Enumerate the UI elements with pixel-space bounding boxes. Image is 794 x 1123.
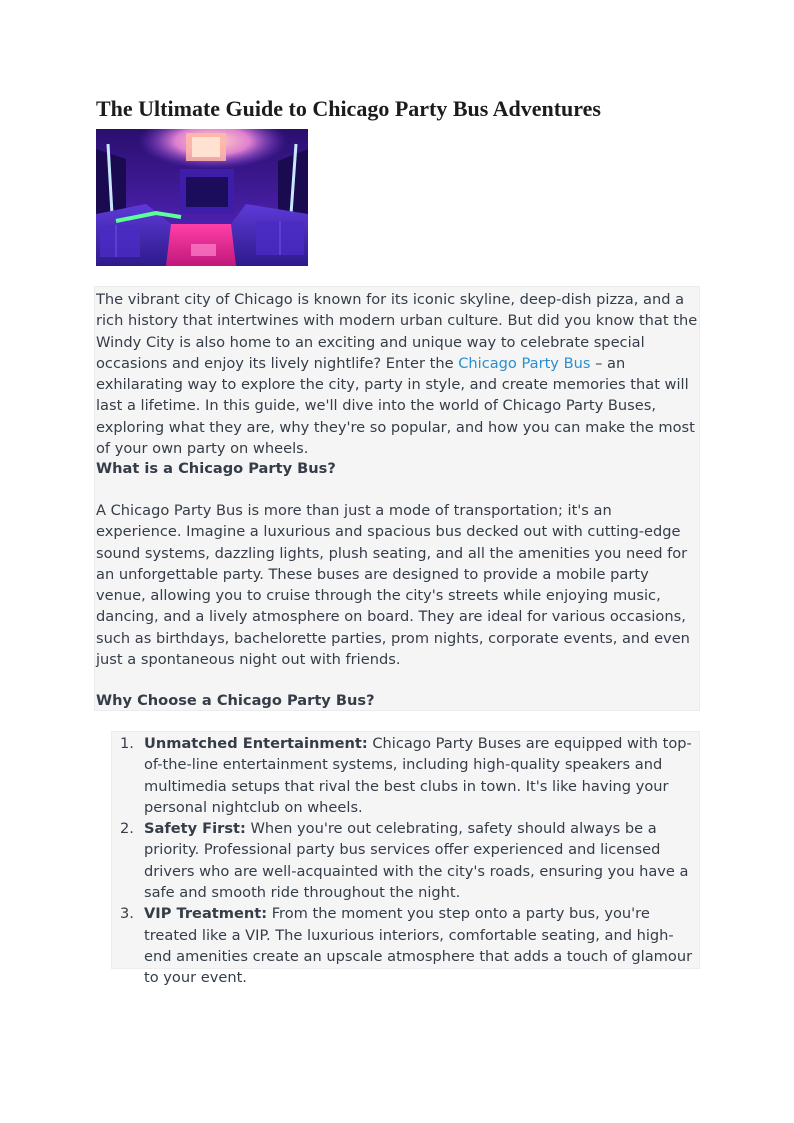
intro-paragraph [96, 289, 700, 459]
list-number: 1. [120, 735, 134, 752]
list-item-label: Safety First: [144, 820, 246, 838]
what-is-paragraph: A Chicago Party Bus is more than just a mode of transportation; it's an experience. Imagine a luxurious and spacious bus decked out with cutting-edge sound systems, dazzling lights, plush seating, and all the amenities you need for an unforgettable party. These buses are designed to provide a mobile party venue, allowing you to cruise through the city's streets while enjoying music, dancing, and a lively atmosphere on board. They are ideal for various occasions, such as birthdays, bachelorette parties, prom nights, corporate events, and even just a spontaneous night out with friends. [96, 502, 690, 669]
list-item-text: Chicago Party Buses are equipped with top-of-the-line entertainment systems, including high-quality speakers and multimedia setups that rival the best clubs in town. It's like having your personal nightclub on wheels. [144, 735, 692, 816]
list-item-text: When you're out celebrating, safety should always be a priority. Professional party bus services offer experienced and licensed drivers who are well-acquainted with the city's roads, ensuring you have a safe and smooth ride throughout the night. [144, 820, 689, 902]
intro-text-end: – an exhilarating way to explore the city, party in style, and create memories that will last a lifetime. In this guide, we'll dive into the world of Chicago Party Buses, exploring what they are, why they're so popular, and how you can make the most of your own party on wheels. [96, 354, 695, 458]
chicago-party-bus-link[interactable]: Chicago Party Bus [458, 354, 591, 372]
list-item-label: VIP Treatment: [144, 905, 268, 923]
list-item [111, 903, 700, 988]
why-choose-heading: Why Choose a Chicago Party Bus? [96, 692, 375, 709]
party-bus-interior-image [96, 129, 308, 266]
reasons-list [111, 733, 700, 989]
list-item-label: Unmatched Entertainment: [144, 735, 368, 752]
list-number: 2. [120, 820, 134, 838]
what-is-heading: What is a Chicago Party Bus? [96, 460, 336, 477]
page-title: The Ultimate Guide to Chicago Party Bus Adventures [96, 96, 601, 121]
list-number: 3. [120, 905, 134, 923]
intro-text-start: The vibrant city of Chicago is known for its iconic skyline, deep-dish pizza, and a rich history that intertwines with modern urban culture. But did you know that the Windy City is also home to an exciting and unique way to celebrate special occasions and enjoy its lively nightlife? Enter the [96, 291, 698, 372]
list-item [111, 818, 700, 903]
list-item-text: From the moment you step onto a party bus, you're treated like a VIP. The luxurious interiors, comfortable seating, and high-end amenities create an upscale atmosphere that adds a touch of glamour to your event. [144, 905, 693, 987]
list-item [111, 733, 700, 818]
